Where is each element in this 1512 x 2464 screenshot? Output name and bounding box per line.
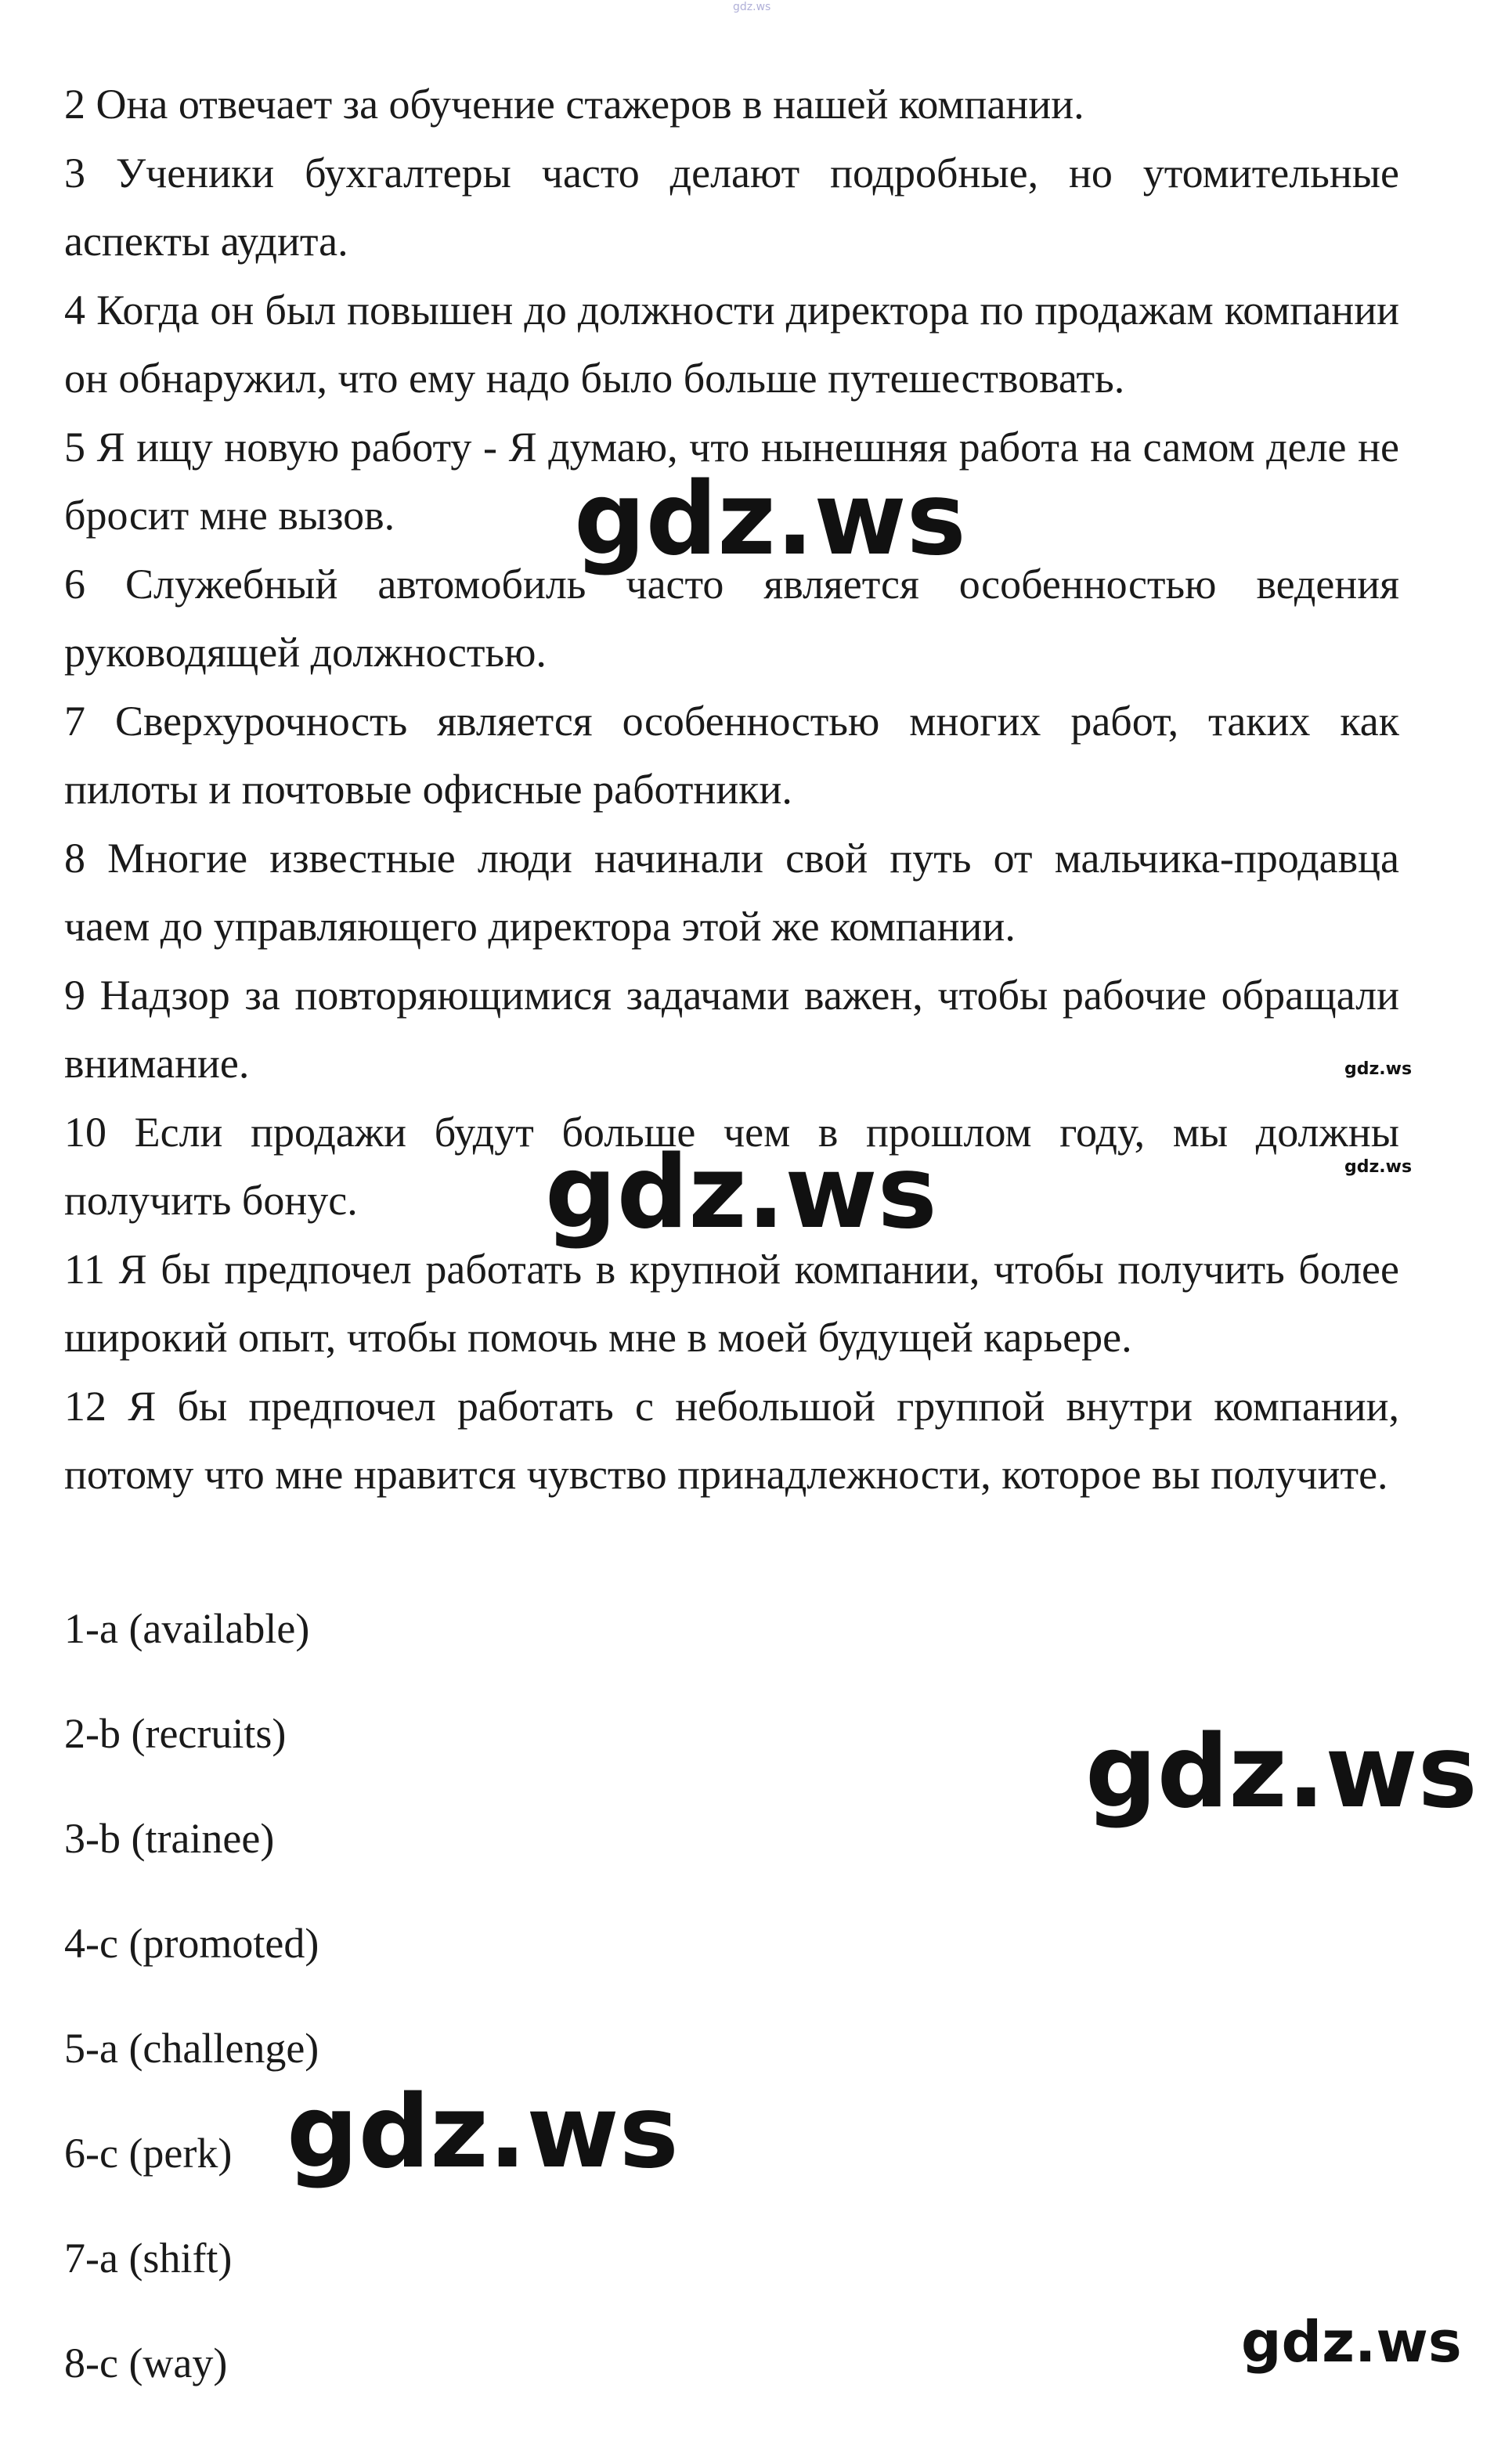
watermark-1: gdz.ws (574, 461, 966, 578)
paragraph-8: 8 Многие известные люди начинали свой путь от мальчика-продавца чаем до управляющего директора этой же компании. (64, 834, 1399, 950)
paragraph-2: 2 Она отвечает за обучение стажеров в нашей компании. (64, 81, 1084, 128)
watermark-3: gdz.ws (1085, 1714, 1478, 1831)
answer-4: 4-c (promoted) (64, 1920, 319, 1967)
answer-5: 5-a (challenge) (64, 2025, 319, 2072)
paragraph-7: 7 Сверхурочность является особенностью многих работ, таких как пилоты и почтовые офисные работники. (64, 697, 1399, 813)
watermark-top: gdz.ws (733, 1, 771, 13)
paragraph-11: 11 Я бы предпочел работать в крупной компании, чтобы получить более широкий опыт, чтобы помочь мне в моей будущей карьере. (64, 1245, 1399, 1361)
answer-3: 3-b (trainee) (64, 1815, 275, 1862)
watermark-bottom: gdz.ws (1241, 2309, 1462, 2375)
translation-text (64, 70, 1399, 1510)
paragraph-9: 9 Надзор за повторяющимися задачами важен, чтобы рабочие обращали внимание. (64, 971, 1399, 1087)
answer-list (64, 1605, 769, 2444)
paragraph-5: 5 Я ищу новую работу - Я думаю, что нынешняя работа на самом деле не бросит мне вызов. (64, 423, 1399, 539)
answer-8: 8-c (way) (64, 2340, 228, 2386)
paragraph-10: 10 Если продажи будут больше чем в прошлом году, мы должны получить бонус. (64, 1108, 1399, 1224)
answer-6: 6-c (perk) (64, 2130, 233, 2177)
answer-2: 2-b (recruits) (64, 1710, 287, 1757)
watermark-small-1: gdz.ws (1344, 1059, 1413, 1079)
paragraph-3: 3 Ученики бухгалтеры часто делают подробные, но утомительные аспекты аудита. (64, 149, 1399, 265)
answer-1: 1-a (available) (64, 1605, 310, 1652)
watermark-4: gdz.ws (287, 2074, 679, 2191)
paragraph-6: 6 Служебный автомобиль часто является особенностью ведения руководящей должностью. (64, 560, 1399, 676)
watermark-2: gdz.ws (545, 1135, 937, 1251)
paragraph-4: 4 Когда он был повышен до должности директора по продажам компании он обнаружил, что ему надо было больше путешествовать. (64, 286, 1399, 402)
watermark-small-2: gdz.ws (1344, 1157, 1413, 1177)
answer-7: 7-a (shift) (64, 2235, 233, 2282)
paragraph-12: 12 Я бы предпочел работать с небольшой группой внутри компании, потому что мне нравится чувство принадлежности, которое вы получите. (64, 1382, 1399, 1498)
